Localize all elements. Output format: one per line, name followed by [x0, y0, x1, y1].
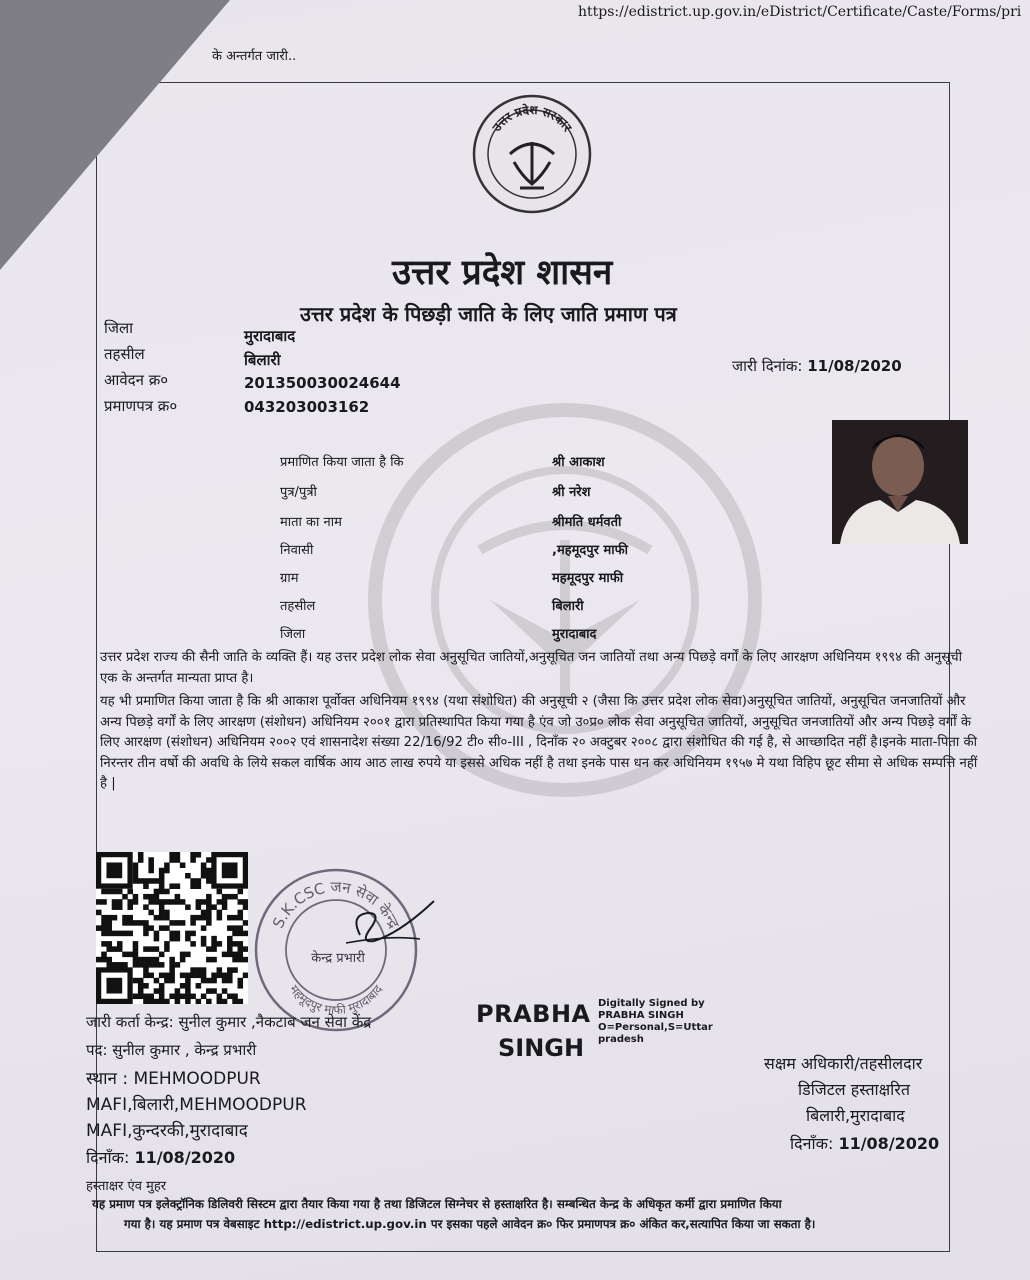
tehsil-value: बिलारी	[244, 351, 281, 369]
district-label: जिला	[104, 319, 134, 337]
person-tehsil-value: बिलारी	[552, 599, 584, 614]
village-value: महमूदपुर माफी	[552, 571, 624, 586]
stamp-center-text: केन्द्र प्रभारी	[311, 951, 365, 966]
footer-line-1: यह प्रमाण पत्र इलेक्ट्रॉनिक डिलिवरी सिस्टम द्वारा तैयार किया गया है तथा डिजिटल सिग्नेचर से हस्ताक्षरित है। सम्बन्धित केन्द्र के अधिकृत कर्मी द्वारा प्रमाणित किया	[92, 1197, 782, 1211]
emblem-icon	[470, 92, 594, 216]
page-fold-shadow	[0, 0, 230, 270]
issue-date-value: 11/08/2020	[807, 357, 902, 375]
ds-line-1: Digitally Signed by	[598, 998, 705, 1009]
issuer-post: पद: सुनील कुमार , केन्द्र प्रभारी	[86, 1041, 257, 1059]
government-title: उत्तर प्रदेश शासन	[392, 253, 613, 293]
application-no-value: 201350030024644	[244, 374, 401, 392]
stamp-bottom-text: महमूदपुर माफी मुरादाबाद	[286, 982, 386, 1018]
issuing-center: जारी कर्ता केन्द्र: सुनील कुमार ,नैकटाब जन सेवा केंद्र	[86, 1013, 372, 1031]
handwritten-signature	[330, 895, 440, 955]
certified-label: प्रमाणित किया जाता है कि	[280, 455, 404, 470]
authority-title: सक्षम अधिकारी/तहसीलदार	[764, 1054, 923, 1073]
person-tehsil-label: तहसील	[280, 599, 316, 614]
child-of-label: पुत्र/पुत्री	[280, 485, 317, 500]
issuer-date-label: दिनाँक:	[86, 1148, 130, 1167]
place-line-2: MAFI,बिलारी,MEHMOODPUR	[86, 1095, 307, 1115]
paragraph-creamy-layer: यह भी प्रमाणित किया जाता है कि श्री आकाश पूर्वोक्त अधिनियम १९९४ (यथा संशोधित) की अनुसूची २ (जैसा कि उत्तर प्रदेश लोक सेवा)अनुसूचित जातियों, अनुसूचित जनजातियों और अन्य पिछड़े वर्गों के लिए आरक्षण (संशोधन) अधिनियम २००१ द्वारा प्रतिस्थापित किया गया है एंव जो उ०प्र० लोक सेवा अनुसूचित जातियों, अनुसूचित जनजातियों और अन्य पिछड़े वर्गों के लिए आरक्षण (संशोधन) अधिनियम २००२ एवं शासनादेश संख्या 22/16/92 टी० सी०-III , दिनाँक २० अक्टुबर २००८ द्वारा संशोधित की गई है, से आच्छादित नहीं है।इनके माता-पिता की निरन्तर तीन वर्षो की अवधि के लिये सकल वार्षिक आय आठ लाख रुपये या इससे अधिक नहीं है तथा इनके पास धन कर अधिनियम १९५७ मे यथा विहिप छूट सीमा से अधिक सम्पत्ति नहीं है |	[100, 694, 978, 791]
signer-name-line-1: PRABHA	[476, 1000, 591, 1028]
applicant-photo	[832, 420, 968, 544]
authority-date-label: दिनाँक:	[790, 1134, 834, 1153]
father-name: श्री नरेश	[552, 485, 591, 500]
footer-line-2: गया है। यह प्रमाण पत्र वेबसाइट http://edistrict.up.gov.in पर इसका पहले आवेदन क्र० फिर प्रमाणपत्र क्र० अंकित कर,सत्यापित किया जा सकता है।	[124, 1217, 816, 1231]
ds-line-2: PRABHA SINGH	[598, 1010, 684, 1021]
application-no-label: आवेदन क्र०	[104, 371, 169, 389]
top-note: के अन्तर्गत जारी..	[212, 49, 297, 64]
resident-value: ,महमूदपुर माफी	[552, 543, 629, 558]
tehsil-label: तहसील	[104, 345, 145, 363]
paragraph-caste-recognition: उत्तर प्रदेश राज्य की सैनी जाति के व्यक्ति हैं। यह उत्तर प्रदेश लोक सेवा अनुसूचित जातियों,अनुसूचित जन जातियों तथा अन्य पिछड़े वर्गों के लिए आरक्षण अधिनियम १९९४ की अनुसूची एक के अन्तर्गत मान्यता प्राप्त है।	[100, 650, 963, 686]
authority-date	[790, 1132, 939, 1154]
issue-date	[732, 356, 902, 376]
ds-line-4: pradesh	[598, 1034, 644, 1045]
authority-location: बिलारी,मुरादाबाद	[806, 1106, 905, 1125]
certificate-no-label: प्रमाणपत्र क्र०	[104, 397, 178, 415]
page-url: https://edistrict.up.gov.in/eDistrict/Certificate/Caste/Forms/pri	[578, 4, 1022, 20]
issue-date-label: जारी दिनांक:	[732, 357, 803, 375]
mother-label: माता का नाम	[280, 515, 342, 530]
person-district-label: जिला	[280, 627, 306, 642]
resident-label: निवासी	[280, 543, 314, 558]
certificate-no-value: 043203003162	[244, 398, 370, 416]
signature-seal-label: हस्ताक्षर एंव मुहर	[86, 1179, 167, 1194]
person-name: श्री आकाश	[552, 455, 605, 470]
qr-code	[96, 852, 248, 1004]
place-line-3: MAFI,कुन्दरकी,मुरादाबाद	[86, 1121, 248, 1141]
digitally-signed-label: डिजिटल हस्ताक्षरित	[798, 1080, 910, 1099]
issuer-date	[86, 1146, 235, 1168]
ds-line-3: O=Personal,S=Uttar	[598, 1022, 713, 1033]
district-value: मुरादाबाद	[244, 327, 296, 345]
certificate-title: उत्तर प्रदेश के पिछड़ी जाति के लिए जाति प्रमाण पत्र	[300, 302, 677, 326]
signer-name-line-2: SINGH	[498, 1034, 585, 1062]
up-government-emblem	[470, 92, 594, 216]
stamp-ring-text: S.K.CSC जन सेवा केन्द्र	[268, 877, 404, 932]
village-label: ग्राम	[280, 571, 299, 586]
mother-name: श्रीमति धर्मवती	[552, 515, 622, 530]
authority-date-value: 11/08/2020	[838, 1134, 940, 1153]
place-line-1: स्थान : MEHMOODPUR	[86, 1069, 261, 1089]
digital-signature-details	[598, 998, 713, 1046]
emblem-text: उत्तर प्रदेश सरकार	[489, 102, 575, 135]
person-district-value: मुरादाबाद	[552, 627, 597, 642]
issuer-date-value: 11/08/2020	[134, 1148, 236, 1167]
